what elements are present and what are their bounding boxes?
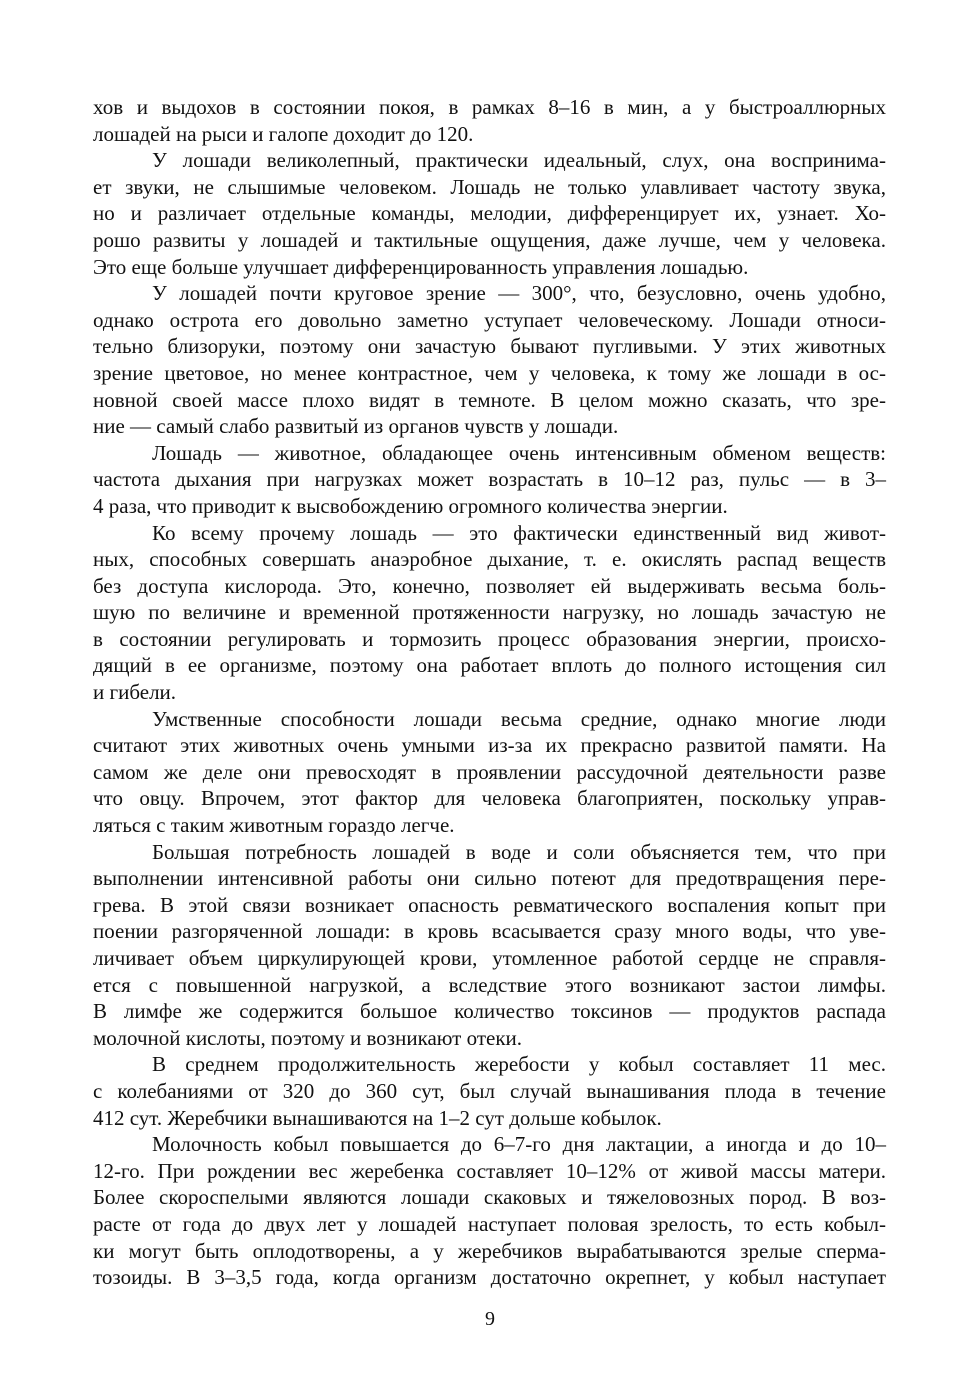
text-line: выполнении интенсивной работы они сильно потеют для предотвращения пере- — [93, 866, 886, 891]
text-line: что овцу. Впрочем, этот фактор для человека благоприятен, поскольку управ- — [93, 786, 886, 811]
paragraph — [93, 706, 886, 839]
text-line: грева. В этой связи возникает опасность ревматического воспаления копыт при — [93, 892, 886, 917]
text-line: зрение цветовое, но менее контрастное, чем у человека, к тому же лошади в ос- — [93, 360, 886, 385]
text-line: поении разгоряченной лошади: в кровь всасывается сразу много воды, что уве- — [93, 919, 886, 944]
text-line: дящий в ее организме, поэтому она работает вплоть до полного истощения сил — [93, 653, 886, 678]
text-line: Умственные способности лошади весьма средние, однако многие люди — [152, 706, 886, 731]
text-line: ется с повышенной нагрузкой, а вследствие этого возникают застои лимфы. — [93, 972, 886, 997]
text-line: считают этих животных очень умными из-за их прекрасно развитой памяти. На — [93, 733, 886, 758]
text-line: расте от года до двух лет у лошадей наступает половая зрелость, то есть кобыл- — [93, 1211, 886, 1236]
text-line: В среднем продолжительность жеребости у кобыл составляет 11 мес. — [152, 1052, 886, 1077]
text-line: самом же деле они превосходят в проявлении рассудочной деятельности разве — [93, 759, 886, 784]
paragraph — [93, 147, 886, 280]
text-line: 4 раза, что приводит к высвобождению огромного количества энергии. — [93, 493, 728, 518]
paragraph — [93, 520, 886, 706]
text-line: В лимфе же содержится большое количество токсинов — продуктов распада — [93, 999, 886, 1024]
text-line: У лошадей почти круговое зрение — 300°, что, безусловно, очень удобно, — [152, 281, 886, 306]
paragraph — [93, 94, 886, 147]
text-line: лошадей на рыси и галопе доходит до 120. — [93, 121, 474, 146]
text-line: молочной кислоты, поэтому и возникают отеки. — [93, 1025, 523, 1050]
text-line: 12-го. При рождении вес жеребенка составляет 10–12% от живой массы матери. — [93, 1158, 886, 1183]
text-line: Это еще больше улучшает дифференцированность управления лошадью. — [93, 254, 749, 279]
text-line: хов и выдохов в состоянии покоя, в рамках 8–16 в мин, а у быстроаллюрных — [93, 95, 886, 119]
text-line: ет звуки, не слышимые человеком. Лошадь не только улавливает частоту звука, — [93, 174, 886, 199]
text-line: Более скороспелыми являются лошади скаковых и тяжеловозных пород. В воз- — [93, 1185, 886, 1210]
text-line: и гибели. — [93, 680, 177, 705]
text-line: Большая потребность лошадей в воде и соли объясняется тем, что при — [152, 839, 886, 864]
text-line: ляться с таким животным гораздо легче. — [93, 813, 455, 838]
text-line: У лошади великолепный, практически идеальный, слух, она воспринима- — [152, 148, 886, 173]
text-line: ние — самый слабо развитый из органов чувств у лошади. — [93, 414, 619, 439]
text-line: Ко всему прочему лошадь — это фактически единственный вид живот- — [152, 520, 886, 545]
text-line: рошо развиты у лошадей и тактильные ощущения, даже лучше, чем у человека. — [93, 227, 886, 252]
text-line: шую по величине и временной протяженности нагрузку, но лошадь зачастую не — [93, 600, 886, 625]
text-line: ных, способных совершать анаэробное дыхание, т. е. окислять распад веществ — [93, 547, 886, 572]
text-line: Лошадь — животное, обладающее очень интенсивным обменом веществ: — [152, 440, 886, 465]
text-line: 412 сут. Жеребчики вынашиваются на 1–2 сут дольше кобылок. — [93, 1105, 662, 1130]
text-line: тельно близоруки, поэтому они зачастую бывают пугливыми. У этих животных — [93, 334, 886, 359]
text-line: личивает объем циркулирующей крови, утомленное работой сердце не справля- — [93, 946, 886, 970]
text-line: новной своей массе плохо видят в темноте. В целом можно сказать, что зре- — [93, 387, 886, 412]
text-line: ки могут быть оплодотворены, а у жеребчиков вырабатываются зрелые сперма- — [93, 1238, 886, 1263]
text-line: без доступа кислорода. Это, конечно, позволяет ей выдерживать весьма боль- — [93, 573, 886, 598]
paragraph — [93, 1051, 886, 1131]
page-number: 9 — [485, 1308, 495, 1330]
paragraph — [93, 1131, 886, 1291]
text-line: тозоиды. В 3–3,5 года, когда организм достаточно окрепнет, у кобыл наступает — [93, 1265, 886, 1290]
text-line: в состоянии регулировать и тормозить процесс образования энергии, происхо- — [93, 626, 886, 651]
paragraph — [93, 280, 886, 440]
text-line: с колебаниями от 320 до 360 сут, был случай вынашивания плода в течение — [93, 1078, 886, 1103]
paragraph — [93, 839, 886, 1052]
text-line: Молочность кобыл повышается до 6–7-го дня лактации, а иногда и до 10– — [152, 1132, 886, 1157]
text-line: однако острота его довольно заметно уступает человеческому. Лошади относи- — [93, 307, 886, 332]
paragraph — [93, 440, 886, 520]
text-line: частота дыхания при нагрузках может возрастать в 10–12 раз, пульс — в 3– — [93, 467, 886, 492]
text-line: но и различает отдельные команды, мелодии, дифференцирует их, узнает. Хо- — [93, 201, 886, 226]
page-body — [93, 94, 886, 1291]
